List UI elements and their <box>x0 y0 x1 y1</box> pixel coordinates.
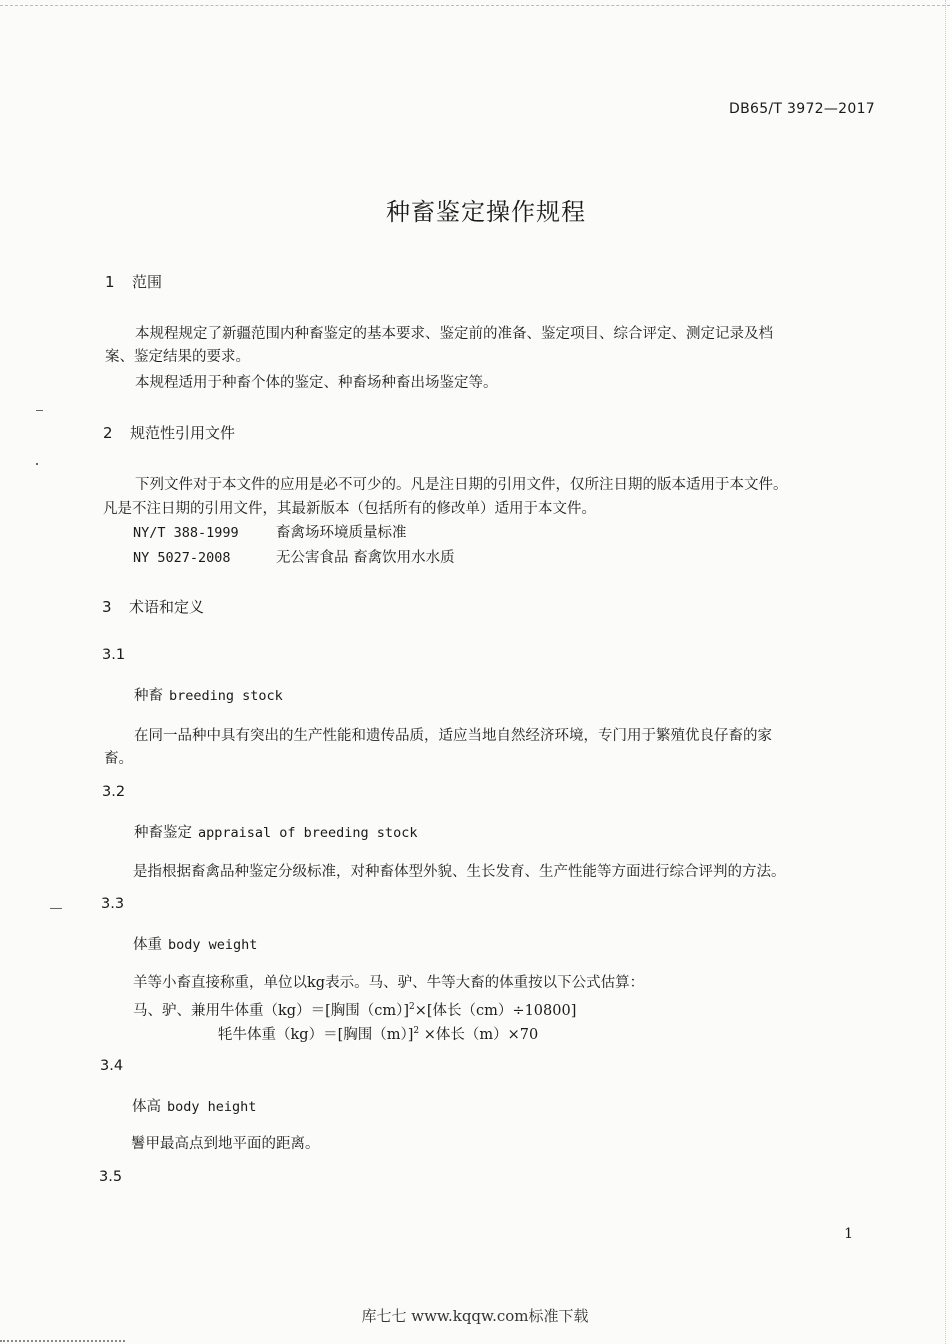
term-number: 3.5 <box>99 1169 123 1185</box>
section-2-para-line-2: 凡是不注日期的引用文件，其最新版本（包括所有的修改单）适用于本文件。 <box>103 501 596 517</box>
term-heading <box>132 1095 256 1116</box>
section-number: 3 <box>102 598 112 616</box>
reference-item <box>133 545 455 571</box>
term-english: body weight <box>168 937 258 953</box>
section-number: 2 <box>103 424 113 442</box>
term-heading <box>133 933 257 954</box>
formula-part: ×体长（m）×70 <box>419 1026 539 1043</box>
section-title: 术语和定义 <box>129 598 205 616</box>
scan-speck <box>36 410 43 411</box>
formula-exponent: 2 <box>413 1026 420 1036</box>
term-chinese: 种畜 <box>134 688 163 704</box>
term-definition-line-1: 在同一品种中具有突出的生产性能和遗传品质，适应当地自然经济环境，专门用于繁殖优良仔畜的家 <box>134 728 772 744</box>
formula-part: ×[体长（cm）÷10800] <box>414 1002 577 1019</box>
standard-code: DB65/T 3972—2017 <box>729 101 875 117</box>
section-1-heading <box>105 271 162 292</box>
scan-speck <box>50 908 62 909</box>
scan-speck <box>36 463 38 465</box>
formula-line-2 <box>218 1018 538 1048</box>
document-title: 种畜鉴定操作规程 <box>386 198 586 226</box>
section-1-para-1-line-2: 案、鉴定结果的要求。 <box>105 349 250 365</box>
section-1-para-1-line-1: 本规程规定了新疆范围内种畜鉴定的基本要求、鉴定前的准备、鉴定项目、综合评定、测定记录及档 <box>135 326 773 342</box>
section-number: 1 <box>105 273 115 291</box>
term-number: 3.2 <box>102 784 126 800</box>
section-2-para-line-1: 下列文件对于本文件的应用是必不可少的。凡是注日期的引用文件，仅所注日期的版本适用于本文件。 <box>135 477 788 493</box>
term-definition-line-1: 是指根据畜禽品种鉴定分级标准，对种畜体型外貌、生长发育、生产性能等方面进行综合评判的方法。 <box>133 864 786 880</box>
reference-item <box>133 520 407 546</box>
term-chinese: 体重 <box>133 937 162 953</box>
scan-edge-bottom <box>0 1339 125 1342</box>
term-heading <box>134 684 283 705</box>
section-3-heading <box>102 596 204 617</box>
reference-title: 无公害食品 畜禽饮用水水质 <box>276 550 455 566</box>
term-english: body height <box>167 1099 257 1115</box>
section-1-para-2: 本规程适用于种畜个体的鉴定、种畜场种畜出场鉴定等。 <box>135 375 498 391</box>
term-number: 3.4 <box>100 1058 124 1074</box>
reference-code: NY 5027-2008 <box>133 550 231 566</box>
footer-watermark: 库七七 www.kqqw.com标准下载 <box>361 1307 589 1325</box>
formula-exponent: 2 <box>409 1002 415 1012</box>
formula-part: 马、驴、兼用牛体重（kg）＝[胸围（cm）] <box>133 1002 410 1019</box>
formula-part: 牦牛体重（kg）＝[胸围（m）] <box>218 1026 414 1043</box>
page-number: 1 <box>844 1226 853 1242</box>
term-definition-line-1: 鬐甲最高点到地平面的距离。 <box>131 1136 320 1152</box>
scan-edge-top <box>0 0 950 6</box>
section-2-heading <box>103 422 235 443</box>
section-title: 范围 <box>132 273 163 291</box>
reference-title: 畜禽场环境质量标准 <box>276 525 407 541</box>
reference-code: NY/T 388-1999 <box>133 525 239 541</box>
term-heading <box>134 821 417 842</box>
term-english: appraisal of breeding stock <box>198 825 418 841</box>
section-title: 规范性引用文件 <box>130 424 236 442</box>
term-definition-line-2: 畜。 <box>104 751 133 767</box>
term-chinese: 种畜鉴定 <box>134 825 192 841</box>
term-chinese: 体高 <box>132 1099 161 1115</box>
term-definition-line-1: 羊等小畜直接称重，单位以kg表示。马、驴、牛等大畜的体重按以下公式估算： <box>133 975 645 991</box>
term-english: breeding stock <box>169 688 283 704</box>
term-number: 3.1 <box>102 647 126 663</box>
term-number: 3.3 <box>101 896 125 912</box>
